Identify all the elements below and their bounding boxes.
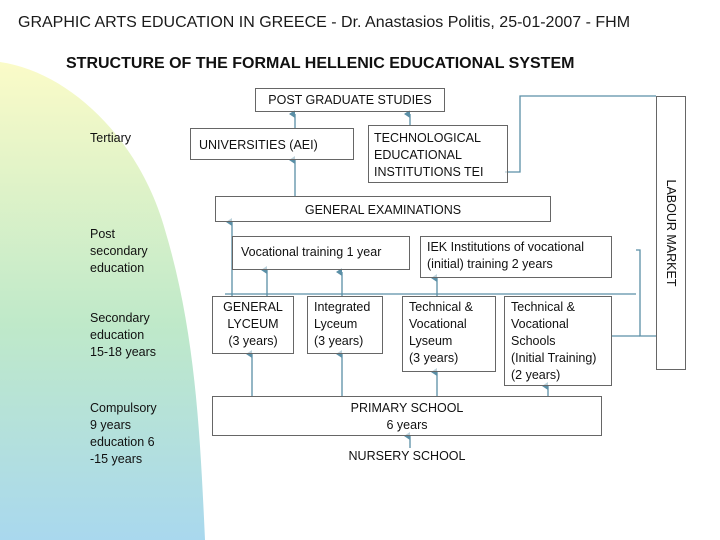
diagram-title: STRUCTURE OF THE FORMAL HELLENIC EDUCATIONAL SYSTEM xyxy=(66,55,575,72)
labour-market-box: LABOUR MARKET xyxy=(656,96,686,370)
general-examinations-box: GENERAL EXAMINATIONS xyxy=(215,196,551,222)
level-post-secondary: Post secondary education xyxy=(90,227,148,275)
technical-vocational-schools-box: Technical & Vocational Schools (Initial Training) (2 years) xyxy=(504,296,612,386)
vocational-training-box: Vocational training 1 year xyxy=(232,236,410,270)
header-title: GRAPHIC ARTS EDUCATION IN GREECE - Dr. Anastasios Politis, 25-01-2007 - FHM xyxy=(18,14,631,31)
post-graduate-box: POST GRADUATE STUDIES xyxy=(255,88,445,112)
tei-box: TECHNOLOGICAL EDUCATIONAL INSTITUTIONS TEI xyxy=(368,125,508,183)
primary-school-box: PRIMARY SCHOOL 6 years xyxy=(212,396,602,436)
nursery-school-label: NURSERY SCHOOL xyxy=(348,449,466,463)
general-lyceum-box: GENERAL LYCEUM (3 years) xyxy=(212,296,294,354)
integrated-lyceum-box: Integrated Lyceum (3 years) xyxy=(307,296,383,354)
level-secondary: Secondary education 15-18 years xyxy=(90,311,157,359)
technical-vocational-lyseum-box: Technical & Vocational Lyseum (3 years) xyxy=(402,296,496,372)
level-compulsory: Compulsory 9 years education 6 -15 years xyxy=(90,401,157,466)
level-tertiary: Tertiary xyxy=(90,131,131,145)
universities-box: UNIVERSITIES (AEI) xyxy=(190,128,354,160)
iek-box: IEK Institutions of vocational (initial) training 2 years xyxy=(420,236,612,278)
